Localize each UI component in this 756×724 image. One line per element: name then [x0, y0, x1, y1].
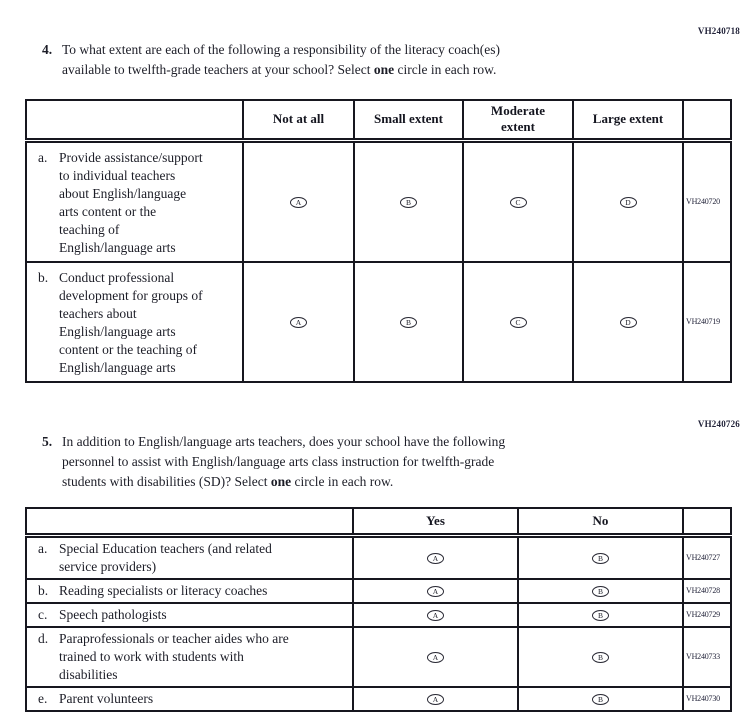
q4-header-empty [26, 100, 243, 140]
question-4-text [62, 40, 500, 80]
q4-row-b-circle-small-extent[interactable]: B [400, 317, 417, 328]
q4-row-a-code: VH240720 [683, 140, 731, 262]
q4-row-a-circle-small-extent[interactable]: B [400, 197, 417, 208]
q5-row-a [26, 535, 731, 579]
q5-header-code-empty [683, 508, 731, 535]
q5-row-e-label: e. Parent volunteers [26, 687, 353, 711]
question-4-line-2: available to twelfth-grade teachers at your school? Select one circle in each row. [62, 62, 497, 77]
q5-row-e [26, 687, 731, 711]
q5-row-e-code: VH240730 [683, 687, 731, 711]
q4-row-a-circle-large-extent[interactable]: D [620, 197, 637, 208]
question-5-number: 5. [42, 434, 53, 449]
q4-header-large-extent: Large extent [573, 100, 683, 140]
question-5-line-2: personnel to assist with English/language arts class instruction for twelfth-grade [62, 454, 495, 469]
q5-row-a-circle-no[interactable]: B [592, 553, 609, 564]
q4-row-b-code: VH240719 [683, 262, 731, 382]
q4-row-b-circle-large-extent[interactable]: D [620, 317, 637, 328]
q4-row-a [26, 140, 731, 262]
q5-row-e-circle-yes[interactable]: A [427, 694, 444, 705]
q5-row-b-label: b. Reading specialists or literacy coaches [26, 579, 353, 603]
question-4-code: VH240718 [697, 26, 740, 36]
question-5-text [62, 432, 505, 492]
question-5 [42, 432, 505, 492]
q5-row-c-circle-no[interactable]: B [592, 610, 609, 621]
q5-row-d-circle-yes[interactable]: A [427, 652, 444, 663]
q5-row-c [26, 603, 731, 627]
question-5-code: VH240726 [697, 419, 740, 429]
q4-row-b-circle-moderate-extent[interactable]: C [510, 317, 527, 328]
q5-row-d-label: d. Paraprofessionals or teacher aides who are trained to work with students with disabilities [26, 627, 353, 687]
q5-row-e-circle-no[interactable]: B [592, 694, 609, 705]
q5-header-empty [26, 508, 353, 535]
q5-header-row [26, 508, 731, 535]
q4-row-a-circle-not-at-all[interactable]: A [290, 197, 307, 208]
question-4 [42, 40, 500, 80]
q5-row-d-circle-no[interactable]: B [592, 652, 609, 663]
q5-row-d [26, 627, 731, 687]
q5-row-d-code: VH240733 [683, 627, 731, 687]
q4-header-not-at-all: Not at all [243, 100, 354, 140]
q4-header-moderate-extent: Moderate extent [463, 100, 573, 140]
q5-row-b [26, 579, 731, 603]
q5-row-b-circle-no[interactable]: B [592, 586, 609, 597]
q5-row-c-code: VH240729 [683, 603, 731, 627]
q5-header-yes: Yes [353, 508, 518, 535]
q5-table [25, 507, 732, 712]
q5-row-a-circle-yes[interactable]: A [427, 553, 444, 564]
q4-header-row [26, 100, 731, 140]
q4-header-code-empty [683, 100, 731, 140]
q4-row-b-circle-not-at-all[interactable]: A [290, 317, 307, 328]
q5-row-b-circle-yes[interactable]: A [427, 586, 444, 597]
q5-row-a-label: a. Special Education teachers (and related service providers) [26, 535, 353, 579]
question-4-line-1: To what extent are each of the following a responsibility of the literacy coach(es) [62, 42, 501, 57]
q5-row-a-code: VH240727 [683, 535, 731, 579]
question-5-line-3: students with disabilities (SD)? Select one circle in each row. [62, 474, 394, 489]
q4-header-small-extent: Small extent [354, 100, 463, 140]
q5-header-no: No [518, 508, 683, 535]
q5-row-c-label: c. Speech pathologists [26, 603, 353, 627]
q4-row-b-label: b. Conduct professional development for groups of teachers about English/language arts content or the teaching of English/language arts [26, 262, 243, 382]
q4-row-a-circle-moderate-extent[interactable]: C [510, 197, 527, 208]
question-4-number: 4. [42, 42, 53, 57]
question-5-line-1: In addition to English/language arts teachers, does your school have the following [62, 434, 506, 449]
q4-row-b [26, 262, 731, 382]
q5-row-c-circle-yes[interactable]: A [427, 610, 444, 621]
q4-row-a-label: a. Provide assistance/support to individual teachers about English/language arts content or the teaching of English/language arts [26, 140, 243, 262]
q5-row-b-code: VH240728 [683, 579, 731, 603]
q4-table [25, 99, 732, 383]
